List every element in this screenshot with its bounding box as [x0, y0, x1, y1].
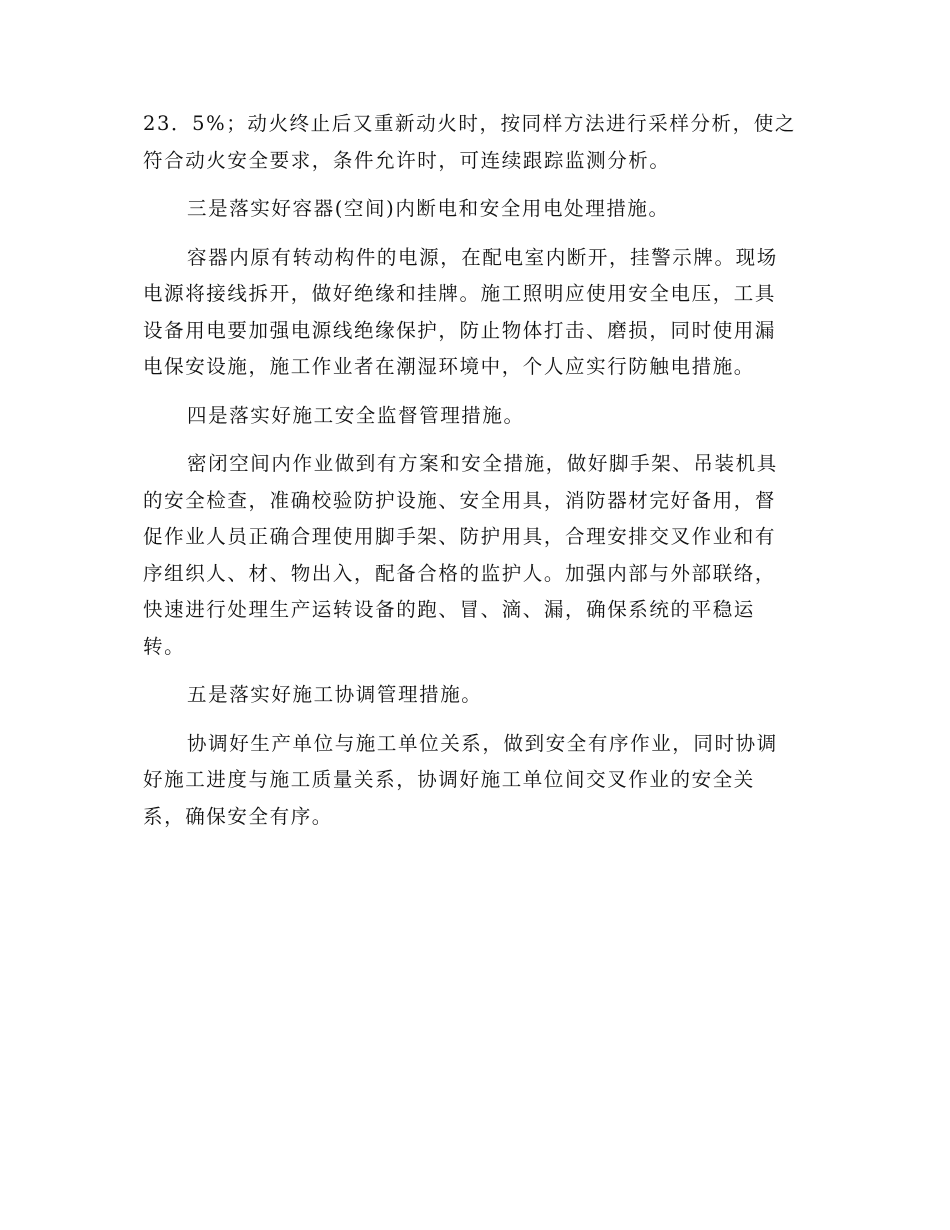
paragraph	[143, 446, 808, 665]
text-line: 设备用电要加强电源线绝缘保护，防止物体打击、磨损，同时使用漏	[143, 318, 777, 342]
text-line: 五是落实好施工协调管理措施。	[187, 683, 483, 706]
text-line: 快速进行处理生产运转设备的跑、冒、滴、漏，确保系统的平稳运	[143, 598, 755, 621]
text-line: 密闭空间内作业做到有方案和安全措施，做好脚手架、吊装机具	[187, 452, 778, 475]
text-line: 的安全检查，准确校验防护设施、安全用具，消防器材完好备用，督	[143, 488, 777, 512]
text-line: 好施工进度与施工质量关系，协调好施工单位间交叉作业的安全关	[143, 768, 755, 791]
paragraph	[143, 106, 808, 179]
text-line: 序组织人、材、物出入，配备合格的监护人。加强内部与外部联络，	[143, 561, 777, 585]
paragraph	[143, 726, 808, 836]
text-line: 电源将接线拆开，做好绝缘和挂牌。施工照明应使用安全电压，工具	[143, 282, 777, 305]
text-line: 容器内原有转动构件的电源，在配电室内断开，挂警示牌。现场	[187, 245, 778, 269]
text-line: 23．5%；动火终止后又重新动火时，按同样方法进行采样分析，使之	[143, 112, 796, 135]
text-line: 系，确保安全有序。	[143, 804, 333, 828]
section-heading	[143, 677, 808, 714]
text-line: 符合动火安全要求，条件允许时，可连续跟踪监测分析。	[143, 148, 671, 172]
paragraph	[143, 240, 808, 386]
text-line: 协调好生产单位与施工单位关系，做到安全有序作业，同时协调	[187, 731, 778, 755]
text-line: 转。	[143, 634, 186, 658]
section-heading	[143, 191, 808, 228]
text-line: 促作业人员正确合理使用脚手架、防护用具，合理安排交叉作业和有	[143, 525, 777, 548]
text-line: 电保安设施，施工作业者在潮湿环境中，个人应实行防触电措施。	[143, 355, 755, 378]
text-line: 三是落实好容器(空间)内断电和安全用电处理措施。	[187, 197, 670, 220]
body-text	[143, 106, 808, 847]
text-line: 四是落实好施工安全监督管理措施。	[187, 403, 525, 427]
section-heading	[143, 398, 808, 435]
